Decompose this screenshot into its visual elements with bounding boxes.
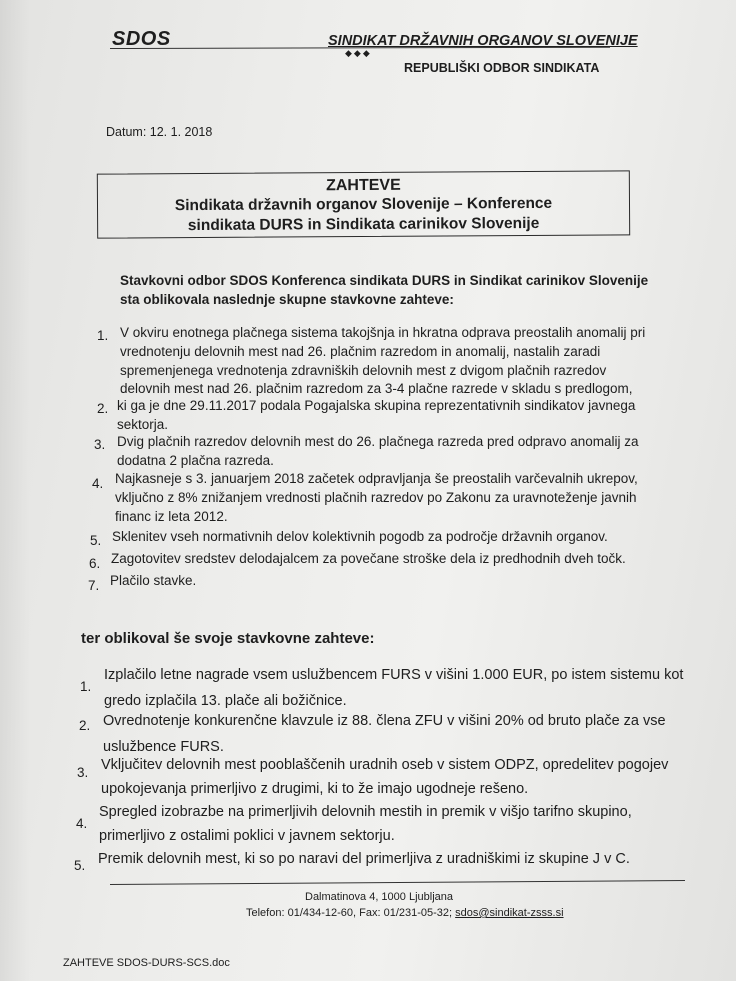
organization-name: SINDIKAT DRŽAVNIH ORGANOV SLOVENIJE — [328, 33, 638, 49]
list-item-line: gredo izplačila 13. plače ali božičnice. — [104, 693, 347, 709]
list-item-line: Ovrednotenje konkurenčne klavzule iz 88. člena ZFU v višini 20% od bruto plače za vse — [103, 713, 666, 729]
list-item-line: upokojevanja primerljivo z drugimi, ki to že imajo ugodneje rešeno. — [101, 781, 529, 797]
list-item-number: 2. — [97, 401, 109, 416]
list-item-line: vrednotenju delovnih mest nad 26. plačnim razredom in anomalij, nastalih zaradi — [120, 344, 601, 359]
list-item-number: 2. — [79, 718, 91, 733]
list-item-number: 4. — [92, 476, 104, 491]
title-box — [97, 170, 630, 238]
list-item-line: uslužbence FURS. — [103, 739, 224, 755]
list-item-line: Zagotovitev sredstev delodajalcem za povečane stroške dela iz predhodnih dveh točk. — [111, 551, 626, 566]
title-heading: ZAHTEVE — [325, 176, 401, 195]
list-item-line: Izplačilo letne nagrade vsem uslužbencem FURS v višini 1.000 EUR, po istem sistemu kot — [104, 667, 684, 683]
list-item-number: 5. — [74, 858, 86, 873]
footer-phone-fax: Telefon: 01/434-12-60, Fax: 01/231-05-32; — [246, 907, 453, 919]
list-item-line: sektorja. — [117, 417, 169, 432]
intro-line-2: sta oblikovala naslednje skupne stavkovne zahteve: — [120, 292, 454, 307]
list-item-number: 3. — [77, 765, 89, 780]
footer-email-link[interactable]: sdos@sindikat-zsss.si — [455, 907, 564, 919]
list-item-line: spremenjenega vrednotenja zdravniških delovnih mest z dvigom plačnih razredov — [120, 363, 607, 378]
title-line-2: Sindikata državnih organov Slovenije – Konference — [174, 194, 553, 215]
footer-address: Dalmatinova 4, 1000 Ljubljana — [305, 891, 453, 903]
list-item-line: financ iz leta 2012. — [115, 509, 228, 524]
list-item-number: 5. — [90, 533, 102, 548]
list-item-line: Spregled izobrazbe na primerljivih delovnih mestih in premik v višjo tarifno skupino, — [99, 804, 632, 820]
list-item-line: Sklenitev vseh normativnih delov kolektivnih pogodb za področje državnih organov. — [112, 529, 608, 544]
diamond-ornament-icon: ◆◆◆ — [345, 48, 372, 58]
list-item-number: 1. — [97, 328, 109, 343]
intro-line-1: Stavkovni odbor SDOS Konferenca sindikata DURS in Sindikat carinikov Slovenije — [120, 273, 649, 288]
section-heading: ter oblikoval še svoje stavkovne zahteve: — [81, 630, 375, 647]
list-item-number: 4. — [76, 816, 88, 831]
list-item-number: 7. — [88, 578, 100, 593]
list-item-number: 1. — [80, 679, 92, 694]
list-item-number: 6. — [89, 556, 101, 571]
document-date: Datum: 12. 1. 2018 — [106, 125, 213, 139]
footer-contact — [246, 907, 564, 919]
list-item-line: Dvig plačnih razredov delovnih mest do 26. plačnega razreda pred odpravo anomalij za — [117, 434, 639, 449]
list-item-line: vključno z 8% znižanjem vrednosti plačnih razredov po Zakonu za uravnoteženje javnih — [115, 490, 637, 505]
list-item-line: Najkasneje s 3. januarjem 2018 začetek odpravljanja še preostalih varčevalnih ukrepov, — [115, 471, 638, 486]
list-item-line: delovnih mest nad 26. plačnim razredom za 3-4 plačne razrede v skladu s predlogom, — [120, 381, 633, 396]
page-shadow — [0, 0, 30, 981]
list-item-line: V okviru enotnega plačnega sistema takojšnja in hkratna odprava preostalih anomalij pri — [120, 325, 646, 340]
sdos-logo: SDOS — [112, 28, 171, 50]
list-item-line: Plačilo stavke. — [110, 573, 197, 588]
list-item-number: 3. — [94, 437, 106, 452]
list-item-line: Vključitev delovnih mest pooblaščenih uradnih oseb v sistem ODPZ, opredelitev pogojev — [101, 757, 669, 773]
list-item-line: primerljivo z ostalimi poklici v javnem sektorju. — [99, 828, 395, 844]
organization-subtitle: REPUBLIŠKI ODBOR SINDIKATA — [404, 61, 600, 75]
footer-divider — [110, 880, 685, 885]
title-line-3: sindikata DURS in Sindikata carinikov Slovenije — [187, 214, 540, 235]
document-filename: ZAHTEVE SDOS-DURS-SCS.doc — [63, 957, 230, 969]
list-item-line: ki ga je dne 29.11.2017 podala Pogajalska skupina reprezentativnih sindikatov javnega — [117, 398, 636, 413]
list-item-line: dodatna 2 plačna razreda. — [117, 453, 274, 468]
list-item-line: Premik delovnih mest, ki so po naravi del primerljiva z uradniškimi iz skupine J v C. — [98, 851, 630, 867]
